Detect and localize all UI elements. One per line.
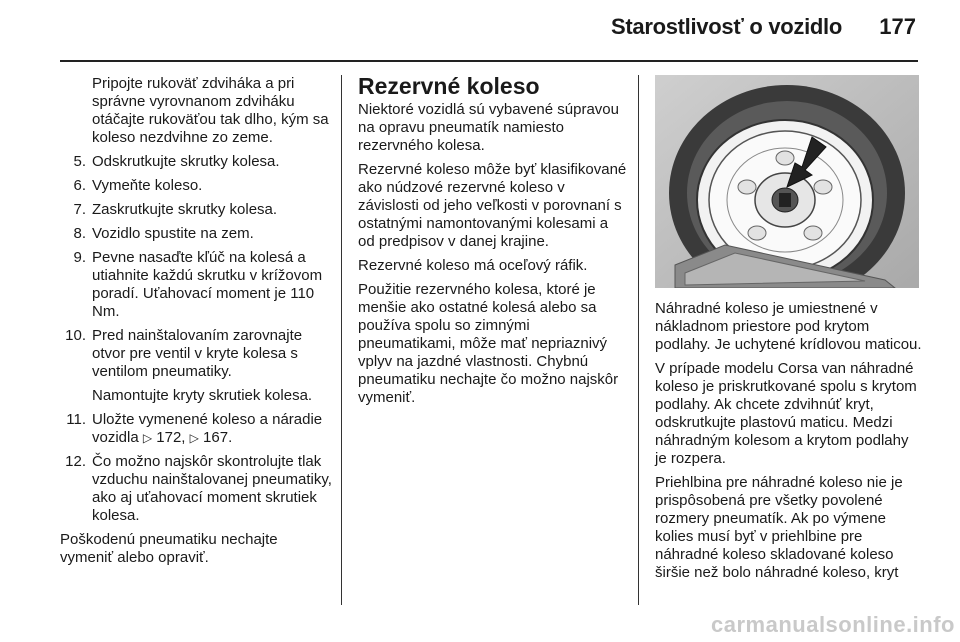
header-title: Starostlivosť o vozidlo	[610, 14, 842, 39]
paragraph: Rezervné koleso má oceľový ráfik.	[358, 257, 588, 274]
paragraph: Priehlbina pre náhradné koleso nie je prispôsobená pre všetky povolené rozmery pneumatík. Ak po výmene kolies musí byť v priehlbine pre náhradné koleso skladované koleso širšie než bolo náhradné koleso, kryt	[655, 474, 903, 581]
paragraph: Rezervné koleso môže byť klasifikované ako núdzové rezervné koleso v závislosti od jeho veľkosti v porovnaní s ostatnými namontovanými kolesami a od predpisov v danej krajine.	[358, 161, 627, 250]
list-item: 9. Pevne nasaďte kľúč na kolesá a utiahnite každú skrutku v krížovom poradí. Uťahovací moment je 110 Nm.	[73, 249, 323, 320]
paragraph: Poškodenú pneumatiku nechajte vymeniť alebo opraviť.	[60, 531, 278, 566]
watermark: carmanualsonline.info	[711, 612, 955, 637]
header-rule	[60, 60, 918, 62]
list-item: 8. Vozidlo spustite na zem.	[73, 225, 254, 242]
step-continuation: Pripojte rukoväť zdviháka a pri správne vyrovnanom zdviháku otáčajte rukoväťou tak dlho, kým sa koleso nezdvihne zo zeme.	[92, 75, 329, 146]
paragraph: Niektoré vozidlá sú vybavené súpravou na opravu pneumatík namiesto rezervného kolesa.	[358, 101, 619, 154]
list-item: 7. Zaskrutkujte skrutky kolesa.	[73, 201, 278, 218]
section-heading: Rezervné koleso	[358, 73, 540, 99]
list-item: 10. Pred nainštalovaním zarovnajte otvor pre ventil v kryte kolesa s ventilom pneumatiky.	[65, 327, 303, 380]
column-divider	[638, 75, 639, 605]
list-item: 6. Vymeňte koleso.	[73, 177, 203, 194]
paragraph: Náhradné koleso je umiestnené v nákladnom priestore pod krytom podlahy. Je uchytené krídlovou maticou.	[655, 300, 922, 353]
list-item: 12. Čo možno najskôr skontrolujte tlak vzduchu nainštalovanej pneumatiky, ako aj uťahovací moment skrutiek kolesa.	[65, 453, 332, 524]
column-right	[655, 300, 923, 588]
paragraph: Použitie rezervného kolesa, ktoré je menšie ako ostatné kolesá alebo sa používa spolu so zimnými pneumatikami, môže mať nepriaznivý vplyv na jazdné vlastnosti. Chybnú pneumatiku nechajte čo možno najskôr vymeniť.	[358, 281, 619, 406]
step-note: Namontujte kryty skrutiek kolesa.	[92, 387, 313, 404]
list-item: 5. Odskrutkujte skrutky kolesa.	[73, 153, 280, 170]
list-item: 11. Uložte vymenené koleso a náradie vozidla ▷ 172, ▷ 167.	[66, 411, 323, 446]
spare-wheel-illustration	[655, 75, 919, 288]
page-reference-link[interactable]: 172	[156, 429, 182, 446]
page-reference-link[interactable]: 167	[203, 429, 229, 446]
arrow-reference-icon: ▷	[142, 431, 153, 445]
arrow-reference-icon: ▷	[189, 431, 199, 445]
column-divider	[341, 75, 342, 605]
paragraph: V prípade modelu Corsa van náhradné koleso je priskrutkované spolu s krytom podlahy. Ak chcete zdvihnúť kryt, odskrutkujte plastovú maticu. Medzi náhradným kolesom a krytom podlahy je rozpera.	[655, 360, 917, 467]
column-middle	[358, 75, 628, 413]
column-left	[60, 75, 332, 573]
page-number: 177	[879, 14, 916, 39]
